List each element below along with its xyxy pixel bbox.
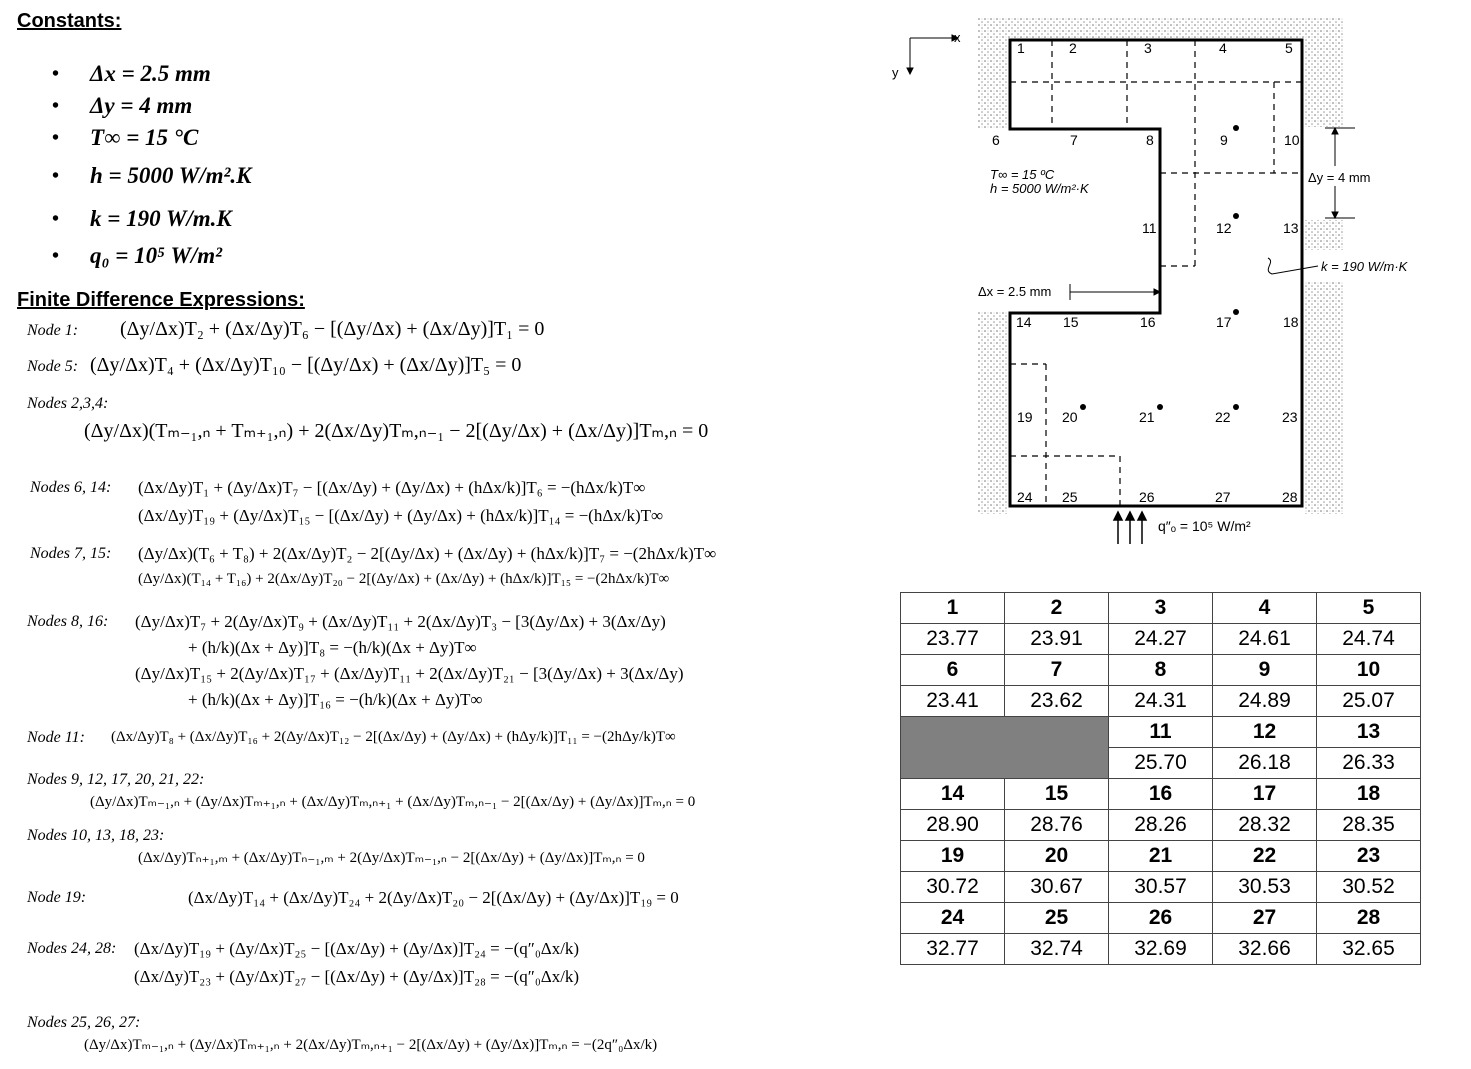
table-cell: 22 bbox=[1213, 841, 1317, 872]
node-label: 17 bbox=[1216, 314, 1232, 330]
table-cell: 25.07 bbox=[1317, 686, 1421, 717]
table-cell: 32.74 bbox=[1005, 934, 1109, 965]
fd-heading: Finite Difference Expressions: bbox=[17, 289, 305, 311]
table-cell: 10 bbox=[1317, 655, 1421, 686]
expr-line: (Δx/Δy)T₂₃ + (Δy/Δx)T₂₇ − [(Δx/Δy) + (Δy/Δx)]T₂₈ = −(q″₀Δx/k) bbox=[134, 967, 580, 986]
table-cell: 28.32 bbox=[1213, 810, 1317, 841]
insulation-right-mid bbox=[1304, 220, 1344, 250]
expr-label: Nodes 7, 15: bbox=[30, 545, 112, 562]
expr-line: (Δy/Δx)(T₆ + T₈) + 2(Δx/Δy)T₂ − 2[(Δy/Δx) + (Δx/Δy) + (hΔx/k)]T₇ = −(2hΔx/k)T∞ bbox=[138, 544, 717, 563]
node-label: 20 bbox=[1062, 409, 1078, 425]
table-cell: 23 bbox=[1317, 841, 1421, 872]
node-label: 27 bbox=[1215, 489, 1231, 505]
table-cell: 1 bbox=[901, 593, 1005, 624]
table-row bbox=[901, 717, 1421, 748]
table-cell: 32.69 bbox=[1109, 934, 1213, 965]
table-row bbox=[901, 841, 1421, 872]
table-cell: 32.66 bbox=[1213, 934, 1317, 965]
table-cell: 30.53 bbox=[1213, 872, 1317, 903]
expr-label: Nodes 9, 12, 17, 20, 21, 22: bbox=[27, 771, 205, 788]
heat-transfer-diagram bbox=[880, 10, 1450, 570]
axes bbox=[907, 35, 958, 74]
insulation-right-top bbox=[1304, 17, 1344, 127]
table-cell: 28.35 bbox=[1317, 810, 1421, 841]
table-cell: 30.52 bbox=[1317, 872, 1421, 903]
node-label: 21 bbox=[1139, 409, 1155, 425]
table-cell: 16 bbox=[1109, 779, 1213, 810]
table-cell: 26.33 bbox=[1317, 748, 1421, 779]
table-cell: 24.89 bbox=[1213, 686, 1317, 717]
node-label: 26 bbox=[1139, 489, 1155, 505]
expr-label: Node 5: bbox=[27, 358, 79, 375]
table-cell: 23.77 bbox=[901, 624, 1005, 655]
table-cell: 28.76 bbox=[1005, 810, 1109, 841]
node-label: 2 bbox=[1069, 40, 1077, 56]
node-label: 9 bbox=[1220, 132, 1228, 148]
node-label: 11 bbox=[1142, 220, 1157, 236]
insulation-left-top bbox=[978, 17, 1008, 129]
table-cell: 24.74 bbox=[1317, 624, 1421, 655]
dx-label: Δx = 2.5 mm bbox=[978, 284, 1052, 299]
node-label: 24 bbox=[1017, 489, 1033, 505]
node-label: 22 bbox=[1215, 409, 1231, 425]
node-label: 25 bbox=[1062, 489, 1078, 505]
expr-line: (Δx/Δy)T₁₉ + (Δy/Δx)T₂₅ − [(Δx/Δy) + (Δy/Δx)]T₂₄ = −(q″₀Δx/k) bbox=[134, 939, 580, 958]
expr-label: Nodes 6, 14: bbox=[30, 479, 112, 496]
constants-list bbox=[50, 58, 251, 272]
constant-t-inf: • T∞ = 15 °C bbox=[50, 122, 251, 154]
table-cell: 6 bbox=[901, 655, 1005, 686]
table-cell: 2 bbox=[1005, 593, 1109, 624]
table-row bbox=[901, 934, 1421, 965]
expr-label: Nodes 10, 13, 18, 23: bbox=[27, 827, 165, 844]
expr-line: + (h/k)(Δx + Δy)]T₈ = −(h/k)(Δx + Δy)T∞ bbox=[188, 638, 477, 657]
expr-line: (Δy/Δx)(T₁₄ + T₁₆) + 2(Δx/Δy)T₂₀ − 2[(Δy/Δx) + (Δx/Δy) + (hΔx/k)]T₁₅ = −(2hΔx/k)T∞ bbox=[138, 571, 670, 587]
table-cell: 28.26 bbox=[1109, 810, 1213, 841]
expr-line: (Δy/Δx)T₂ + (Δx/Δy)T₆ − [(Δy/Δx) + (Δx/Δy)]T₁ = 0 bbox=[120, 318, 545, 340]
expr-label: Node 19: bbox=[27, 889, 87, 906]
table-cell: 14 bbox=[901, 779, 1005, 810]
node-label: 28 bbox=[1282, 489, 1298, 505]
y-axis-label: y bbox=[892, 65, 899, 80]
table-row bbox=[901, 903, 1421, 934]
table-cell: 7 bbox=[1005, 655, 1109, 686]
node-label: 15 bbox=[1063, 314, 1079, 330]
table-cell: 15 bbox=[1005, 779, 1109, 810]
expr-label: Node 1: bbox=[27, 322, 79, 339]
table-cell: 23.91 bbox=[1005, 624, 1109, 655]
table-cell: 30.72 bbox=[901, 872, 1005, 903]
table-cell: 32.77 bbox=[901, 934, 1005, 965]
constant-dy: • Δy = 4 mm bbox=[50, 90, 251, 122]
expr-label: Node 11: bbox=[27, 729, 85, 746]
table-cell: 26.18 bbox=[1213, 748, 1317, 779]
table-row bbox=[901, 810, 1421, 841]
table-cell: 21 bbox=[1109, 841, 1213, 872]
table-cell: 17 bbox=[1213, 779, 1317, 810]
constant-h: • h = 5000 W/m².K bbox=[50, 154, 251, 198]
expr-line: (Δy/Δx)T₁₅ + 2(Δy/Δx)T₁₇ + (Δx/Δy)T₁₁ + 2(Δx/Δy)T₂₁ − [3(Δy/Δx) + 3(Δx/Δy) bbox=[135, 664, 684, 683]
table-cell: 28.90 bbox=[901, 810, 1005, 841]
table-row bbox=[901, 593, 1421, 624]
k-leader bbox=[1268, 258, 1318, 274]
table-cell: 24.27 bbox=[1109, 624, 1213, 655]
heat-flux-arrows bbox=[1114, 512, 1146, 544]
node-label: 12 bbox=[1216, 220, 1232, 236]
table-cell: 5 bbox=[1317, 593, 1421, 624]
t-inf-label: T∞ = 15 ºC bbox=[990, 167, 1055, 182]
node-label: 16 bbox=[1140, 314, 1156, 330]
table-cell: 25 bbox=[1005, 903, 1109, 934]
h-label: h = 5000 W/m²·K bbox=[990, 181, 1089, 196]
table-cell: 30.57 bbox=[1109, 872, 1213, 903]
results-table bbox=[900, 592, 1421, 965]
expr-label: Nodes 25, 26, 27: bbox=[27, 1014, 141, 1031]
table-cell: 9 bbox=[1213, 655, 1317, 686]
table-cell: 3 bbox=[1109, 593, 1213, 624]
table-cell: 20 bbox=[1005, 841, 1109, 872]
table-cell: 32.65 bbox=[1317, 934, 1421, 965]
node-label: 18 bbox=[1283, 314, 1299, 330]
q-label: q″ₒ = 10⁵ W/m² bbox=[1158, 518, 1251, 534]
expr-label: Nodes 8, 16: bbox=[27, 613, 109, 630]
table-cell: 25.70 bbox=[1109, 748, 1213, 779]
node-label: 7 bbox=[1070, 132, 1078, 148]
expr-line: (Δx/Δy)T₁ + (Δy/Δx)T₇ − [(Δx/Δy) + (Δy/Δx) + (hΔx/k)]T₆ = −(hΔx/k)T∞ bbox=[138, 478, 646, 497]
k-label: k = 190 W/m·K bbox=[1321, 259, 1408, 274]
table-row bbox=[901, 655, 1421, 686]
table-cell: 19 bbox=[901, 841, 1005, 872]
expr-line: (Δy/Δx)T₄ + (Δx/Δy)T₁₀ − [(Δy/Δx) + (Δx/Δy)]T₅ = 0 bbox=[90, 354, 522, 376]
table-row bbox=[901, 686, 1421, 717]
empty-region bbox=[901, 717, 1109, 779]
solid-body-fill bbox=[1010, 40, 1302, 128]
expr-line: (Δy/Δx)Tₘ₋₁,ₙ + (Δy/Δx)Tₘ₊₁,ₙ + 2(Δx/Δy)Tₘ,ₙ₊₁ − 2[(Δx/Δy) + (Δy/Δx)]Tₘ,ₙ = −(2q″₀Δx/k) bbox=[84, 1037, 658, 1053]
expr-line: (Δx/Δy)Tₙ₊₁,ₘ + (Δx/Δy)Tₙ₋₁,ₘ + 2(Δy/Δx)Tₘ₋₁,ₙ − 2[(Δx/Δy) + (Δy/Δx)]Tₘ,ₙ = 0 bbox=[138, 850, 645, 866]
expr-line: (Δy/Δx)T₇ + 2(Δy/Δx)T₉ + (Δx/Δy)T₁₁ + 2(Δx/Δy)T₃ − [3(Δy/Δx) + 3(Δx/Δy) bbox=[135, 612, 666, 631]
table-cell: 12 bbox=[1213, 717, 1317, 748]
node-label: 23 bbox=[1282, 409, 1298, 425]
table-cell: 27 bbox=[1213, 903, 1317, 934]
node-label: 3 bbox=[1144, 40, 1152, 56]
node-label: 14 bbox=[1016, 314, 1032, 330]
expr-line: (Δx/Δy)T₈ + (Δx/Δy)T₁₆ + 2(Δy/Δx)T₁₂ − 2[(Δx/Δy) + (Δy/Δx) + (hΔy/k)]T₁₁ = −(2hΔy/k)T∞ bbox=[111, 729, 676, 745]
table-cell: 24.31 bbox=[1109, 686, 1213, 717]
x-axis-label: x bbox=[954, 30, 961, 45]
table-cell: 23.41 bbox=[901, 686, 1005, 717]
table-row bbox=[901, 779, 1421, 810]
table-cell: 23.62 bbox=[1005, 686, 1109, 717]
insulation-left-bottom bbox=[978, 312, 1008, 514]
table-cell: 24 bbox=[901, 903, 1005, 934]
node-label: 8 bbox=[1146, 132, 1154, 148]
table-cell: 8 bbox=[1109, 655, 1213, 686]
constant-dx: • Δx = 2.5 mm bbox=[50, 58, 251, 90]
table-cell: 4 bbox=[1213, 593, 1317, 624]
expr-line: (Δx/Δy)T₁₉ + (Δy/Δx)T₁₅ − [(Δx/Δy) + (Δy/Δx) + (hΔx/k)]T₁₄ = −(hΔx/k)T∞ bbox=[138, 506, 664, 525]
table-row bbox=[901, 872, 1421, 903]
node-label: 1 bbox=[1017, 40, 1025, 56]
dy-label: Δy = 4 mm bbox=[1308, 170, 1371, 185]
expr-line: + (h/k)(Δx + Δy)]T₁₆ = −(h/k)(Δx + Δy)T∞ bbox=[188, 690, 483, 709]
table-cell: 11 bbox=[1109, 717, 1213, 748]
node-label: 10 bbox=[1284, 132, 1300, 148]
table-row bbox=[901, 624, 1421, 655]
constant-q0: • q₀ = 10⁵ W/m² bbox=[50, 240, 251, 272]
expr-label: Nodes 2,3,4: bbox=[27, 395, 109, 412]
node-label: 6 bbox=[992, 132, 1000, 148]
table-cell: 30.67 bbox=[1005, 872, 1109, 903]
expr-label: Nodes 24, 28: bbox=[27, 940, 117, 957]
insulation-top bbox=[978, 17, 1344, 39]
insulation-right-bottom bbox=[1304, 282, 1344, 514]
table-cell: 18 bbox=[1317, 779, 1421, 810]
constant-k: • k = 190 W/m.K bbox=[50, 198, 251, 240]
dx-dimension bbox=[1070, 284, 1160, 300]
node-label: 5 bbox=[1285, 40, 1293, 56]
table-cell: 28 bbox=[1317, 903, 1421, 934]
expr-line: (Δy/Δx)Tₘ₋₁,ₙ + (Δy/Δx)Tₘ₊₁,ₙ + (Δx/Δy)Tₘ,ₙ₊₁ + (Δx/Δy)Tₘ,ₙ₋₁ − 2[(Δx/Δy) + (Δy/Δx)]Tₘ,ₙ = 0 bbox=[90, 794, 696, 810]
table-cell: 24.61 bbox=[1213, 624, 1317, 655]
expr-line: (Δy/Δx)(Tₘ₋₁,ₙ + Tₘ₊₁,ₙ) + 2(Δx/Δy)Tₘ,ₙ₋₁ − 2[(Δy/Δx) + (Δx/Δy)]Tₘ,ₙ = 0 bbox=[84, 420, 709, 442]
constants-heading: Constants: bbox=[17, 10, 122, 32]
node-label: 19 bbox=[1017, 409, 1033, 425]
node-label: 13 bbox=[1283, 220, 1299, 236]
table-cell: 26 bbox=[1109, 903, 1213, 934]
node-label: 4 bbox=[1219, 40, 1227, 56]
expr-line: (Δx/Δy)T₁₄ + (Δx/Δy)T₂₄ + 2(Δy/Δx)T₂₀ − 2[(Δx/Δy) + (Δy/Δx)]T₁₉ = 0 bbox=[188, 888, 679, 907]
table-cell: 13 bbox=[1317, 717, 1421, 748]
